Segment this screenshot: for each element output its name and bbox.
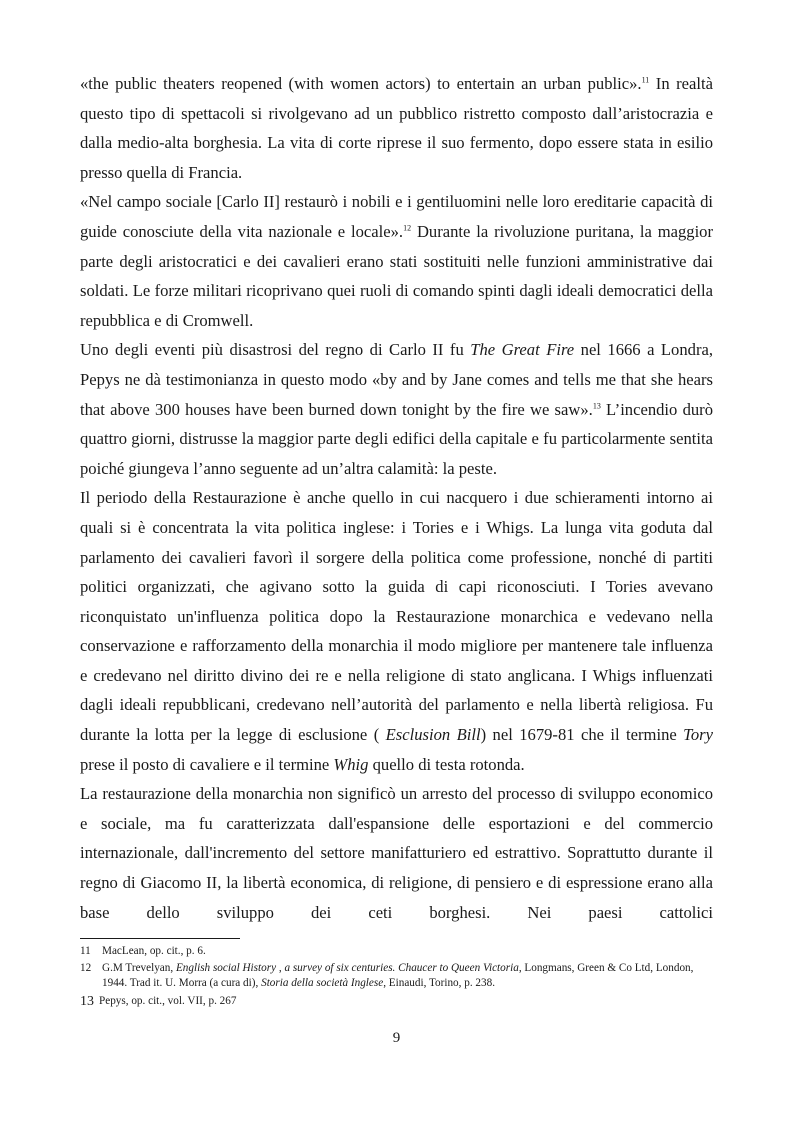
- text-run: ,: [278, 962, 285, 975]
- page-number: 9: [392, 1030, 401, 1046]
- footnote: [80, 961, 713, 991]
- paragraph: [80, 483, 713, 779]
- paragraph: [80, 187, 713, 335]
- text-run: Durante la rivoluzione puritana, la maggior parte degli aristocratici e dei cavalieri erano stati sostituiti nelle funzioni amministrative dai soldati. Le forze militari ricoprivano quei ruoli di comando spinti dagli ideali democratici della repubblica e di Cromwell.: [80, 221, 714, 330]
- italic-text: English social History: [175, 962, 279, 975]
- text-run: Il periodo della Restaurazione è anche quello in cui nacquero i due schieramenti intorno ai quali si è concentrata la vita politica inglese: i Tories e i Whigs. La lunga vita goduta dal parlamento dei cavalieri favorì il sorgere della politica come professione, nonché di partiti politici organizzati, che agivano sotto la guida di capi riconosciuti. I Tories avevano riconquistato un'influenza politica dopo la Restaurazione monarchica e vedevano nella conservazione e rafforzamento della monarchia il modo migliore per mantenere tale influenza e credevano nel diritto divino dei re e nella religione di stato anglicana. I Whigs influenzati dagli ideali repubblicani, credevano nell’autorità del parlamento e nella libertà religiosa. Fu durante la lotta per la legge di esclusione (: [80, 488, 713, 745]
- paragraph: [80, 69, 713, 187]
- text-run: MacLean, op. cit., p. 6.: [102, 945, 206, 957]
- text-run: quello di testa rotonda.: [368, 754, 525, 774]
- footnote-text: [102, 961, 713, 991]
- text-run: Pepys, op. cit., vol. VII, p. 267: [99, 994, 237, 1007]
- italic-text: Whig: [333, 754, 369, 774]
- footnote-list: [80, 944, 713, 1009]
- italic-text: Tory: [683, 725, 713, 745]
- text-run: In realtà questo tipo di spettacoli si rivolgevano ad un pubblico ristretto composto dall’aristocrazia e dalla medio-alta borghesia. La vita di corte riprese il suo fermento, dopo essere stata in esilio presso quella di Francia.: [80, 74, 713, 182]
- italic-text: Storia della società Inglese: [261, 977, 384, 990]
- paragraph: [80, 335, 713, 483]
- text-run: G.M Trevelyan,: [102, 962, 176, 975]
- footnote-number: 13: [80, 993, 94, 1009]
- footnote-number: 12: [80, 962, 92, 975]
- footnote-reference: 13: [592, 401, 601, 410]
- text-run: L’incendio durò quattro giorni, distrusse la maggior parte degli edifici della capitale e fu particolarmente sentita poiché giungeva l’anno seguente ad un’altra calamità: la peste.: [80, 399, 713, 478]
- text-run: nel 1666 a Londra, Pepys ne dà testimonianza in questo modo «by and by Jane comes and tells me that she hears that above 300 houses have been burned down tonight by the fire we saw».: [80, 340, 713, 419]
- body-text: [80, 69, 713, 927]
- text-run: , Longmans, Green & Co Ltd, London, 1944. Trad it. U. Morra (a cura di),: [102, 962, 694, 990]
- page-body: [80, 69, 713, 927]
- footnote-separator: [80, 938, 240, 939]
- footnotes-section: [80, 938, 713, 1011]
- footnote-text: [99, 994, 713, 1009]
- italic-text: a survey of six centuries. Chaucer to Queen Victoria: [284, 962, 519, 975]
- footnote-reference: 12: [403, 223, 412, 233]
- text-run: La restaurazione della monarchia non significò un arresto del processo di sviluppo economico e sociale, ma fu caratterizzata dall'espansione delle esportazioni e del commercio internazionale, dall'incremento del settore manifatturiero ed estrattivo. Soprattutto durante il regno di Giacomo II, la libertà economica, di religione, di pensiero e di espressione erano alla base dello sviluppo dei ceti borghesi. Nei paesi cattolici: [80, 784, 713, 922]
- text-run: «the public theaters reopened (with women actors) to entertain an urban public».: [80, 74, 642, 93]
- footnote: [80, 994, 713, 1009]
- text-run: prese il posto di cavaliere e il termine: [80, 754, 334, 774]
- text-run: Uno degli eventi più disastrosi del regno di Carlo II fu: [80, 340, 471, 360]
- footnote-text: [102, 944, 713, 959]
- italic-text: Esclusion Bill: [385, 725, 481, 745]
- footnote-number: 11: [80, 945, 91, 957]
- text-run: , Einaudi, Torino, p. 238.: [383, 977, 496, 990]
- footnote: [80, 944, 713, 959]
- italic-text: The Great Fire: [470, 340, 575, 360]
- text-run: ) nel 1679-81 che il termine: [480, 725, 684, 745]
- text-run: «Nel campo sociale [Carlo II] restaurò i nobili e i gentiluomini nelle loro ereditarie capacità di guide conosciute della vita nazionale e locale».: [80, 192, 713, 241]
- footnote-reference: 11: [641, 75, 650, 85]
- paragraph: [80, 779, 713, 927]
